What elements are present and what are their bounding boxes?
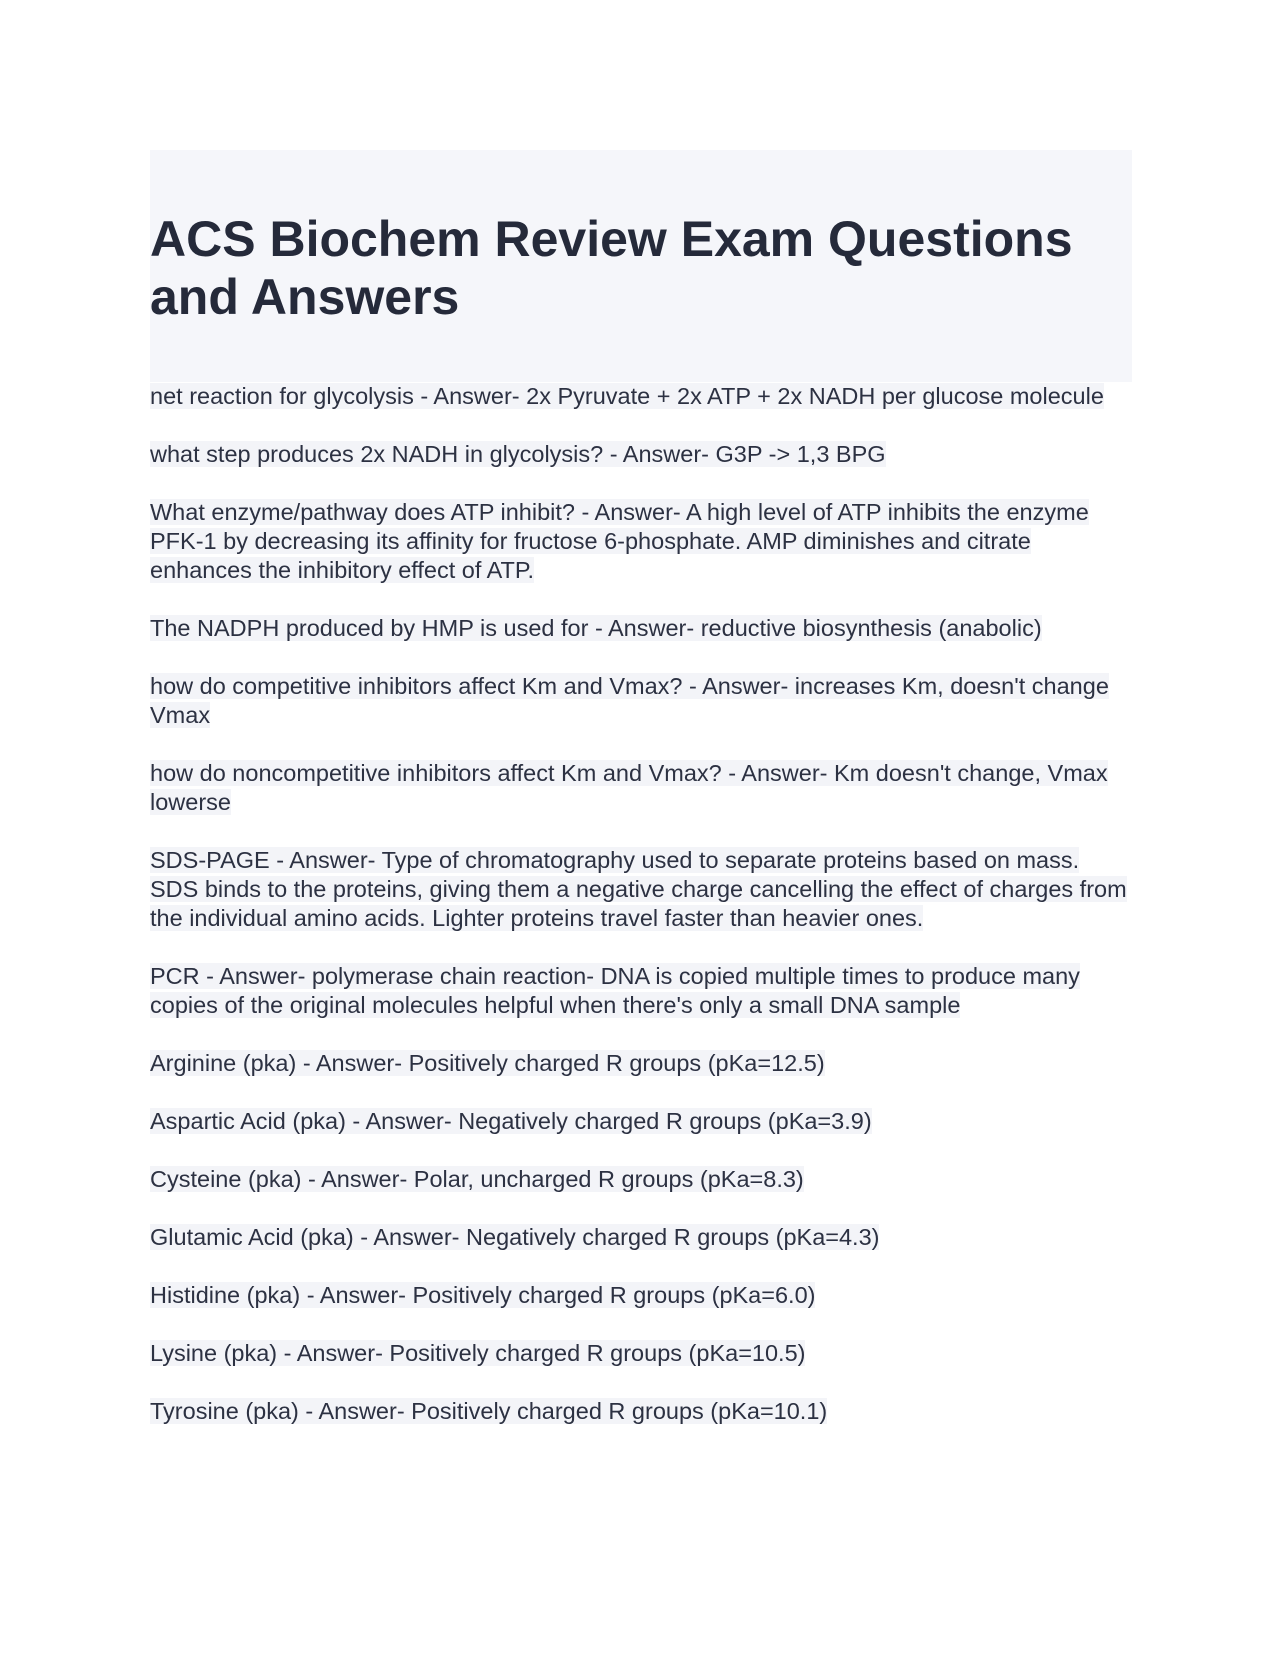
qa-item: [150, 1049, 1132, 1078]
qa-text: net reaction for glycolysis - Answer- 2x Pyruvate + 2x ATP + 2x NADH per glucose molecule: [150, 383, 1104, 409]
qa-text: how do competitive inhibitors affect Km and Vmax? - Answer- increases Km, doesn't change Vmax: [150, 673, 1109, 728]
document-page: [150, 150, 1132, 1455]
qa-text: Tyrosine (pka) - Answer- Positively charged R groups (pKa=10.1): [150, 1398, 828, 1424]
qa-text: SDS-PAGE - Answer- Type of chromatography used to separate proteins based on mass. SDS binds to the proteins, giving them a negative charge cancelling the effect of charges from the individual amino acids. Lighter proteins travel faster than heavier ones.: [150, 847, 1127, 931]
document-title: ACS Biochem Review Exam Questions and Answers: [150, 211, 1073, 325]
qa-item: [150, 846, 1132, 933]
qa-item: [150, 962, 1132, 1020]
qa-text: Lysine (pka) - Answer- Positively charged R groups (pKa=10.5): [150, 1340, 806, 1366]
qa-item: [150, 1397, 1132, 1426]
qa-text: What enzyme/pathway does ATP inhibit? - Answer- A high level of ATP inhibits the enzyme PFK-1 by decreasing its affinity for fructose 6-phosphate. AMP diminishes and citrate enhances the inhibitory effect of ATP.: [150, 499, 1089, 583]
qa-item: [150, 672, 1132, 730]
qa-item: [150, 498, 1132, 585]
qa-item: [150, 382, 1132, 411]
qa-list: [150, 382, 1132, 1426]
qa-text: how do noncompetitive inhibitors affect Km and Vmax? - Answer- Km doesn't change, Vmax lowerse: [150, 760, 1108, 815]
qa-item: [150, 1281, 1132, 1310]
title-block: [150, 150, 1132, 382]
qa-item: [150, 1165, 1132, 1194]
qa-text: The NADPH produced by HMP is used for - Answer- reductive biosynthesis (anabolic): [150, 615, 1042, 641]
qa-item: [150, 1107, 1132, 1136]
qa-text: Histidine (pka) - Answer- Positively charged R groups (pKa=6.0): [150, 1282, 816, 1308]
qa-text: PCR - Answer- polymerase chain reaction- DNA is copied multiple times to produce many copies of the original molecules helpful when there's only a small DNA sample: [150, 963, 1080, 1018]
qa-text: Glutamic Acid (pka) - Answer- Negatively charged R groups (pKa=4.3): [150, 1224, 880, 1250]
qa-item: [150, 759, 1132, 817]
qa-text: Aspartic Acid (pka) - Answer- Negatively charged R groups (pKa=3.9): [150, 1108, 872, 1134]
qa-item: [150, 1223, 1132, 1252]
qa-text: Arginine (pka) - Answer- Positively charged R groups (pKa=12.5): [150, 1050, 825, 1076]
qa-text: Cysteine (pka) - Answer- Polar, uncharged R groups (pKa=8.3): [150, 1166, 804, 1192]
qa-item: [150, 1339, 1132, 1368]
qa-item: [150, 440, 1132, 469]
qa-item: [150, 614, 1132, 643]
qa-text: what step produces 2x NADH in glycolysis? - Answer- G3P -> 1,3 BPG: [150, 441, 886, 467]
